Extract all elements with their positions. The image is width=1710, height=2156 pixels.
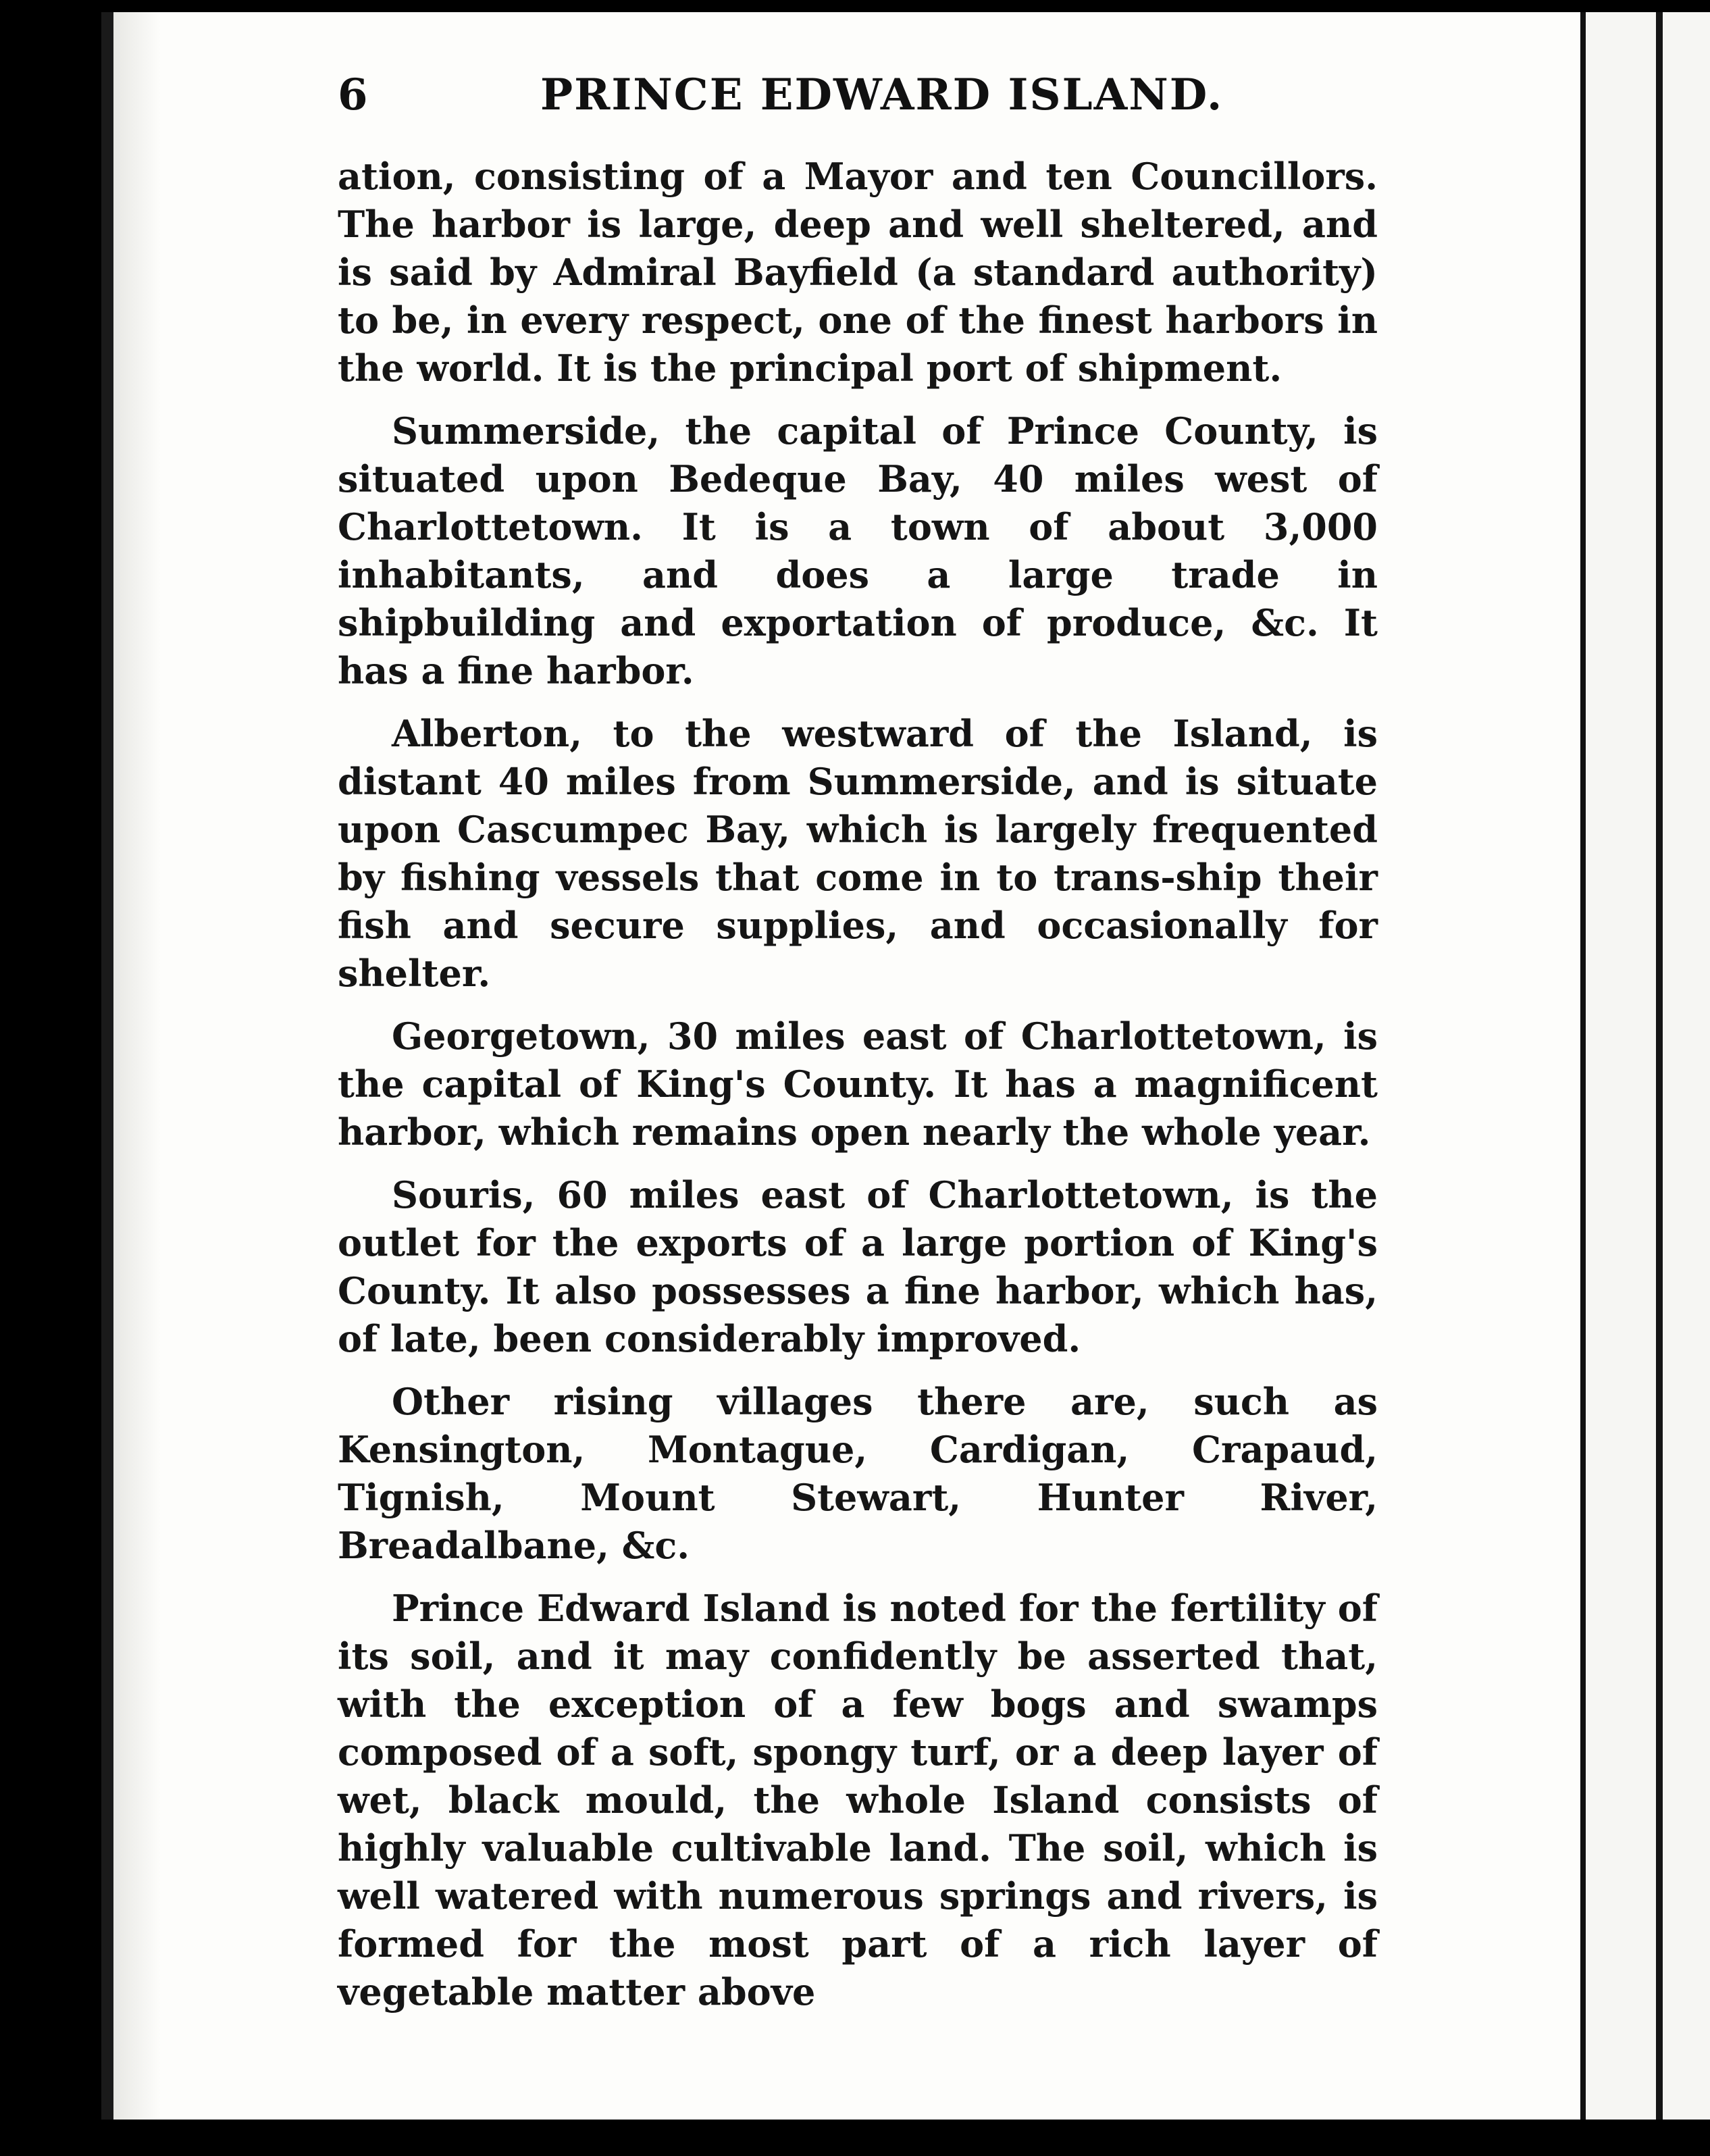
gutter-line [1580, 12, 1586, 2120]
facing-page-edge [1656, 12, 1663, 2120]
paragraph-souris: Souris, 60 miles east of Charlottetown, is the outlet for the exports of a large portion of King's County. It also possesses a fine harbor, which has, of late, been considerably improved. [338, 1173, 1378, 1360]
page-edge-left [113, 12, 161, 2120]
facing-page-strip [1586, 12, 1710, 2120]
page-shadow-left [101, 12, 113, 2120]
running-head: PRINCE EDWARD ISLAND. [540, 70, 1224, 120]
paragraph-alberton: Alberton, to the westward of the Island, is distant 40 miles from Summerside, and is situate upon Cascumpec Bay, which is largely frequented by fishing vessels that come in to trans-ship their fish and secure supplies, and occasionally for shelter. [338, 712, 1378, 995]
page-header [338, 65, 1378, 126]
paragraph-soil: Prince Edward Island is noted for the fertility of its soil, and it may confidently be asserted that, with the exception of a few bogs and swamps composed of a soft, spongy turf, or a deep layer of wet, black mould, the whole Island consists of highly valuable cultivable land. The soil, which is well watered with numerous springs and rivers, is formed for the most part of a rich layer of vegetable matter above [338, 1587, 1378, 2013]
body-text [338, 153, 1378, 2031]
paragraph-villages: Other rising villages there are, such as Kensington, Montague, Cardigan, Crapaud, Tignish, Mount Stewart, Hunter River, Breadalbane, &c. [338, 1380, 1378, 1567]
paragraph-georgetown: Georgetown, 30 miles east of Charlottetown, is the capital of King's County. It has a magnificent harbor, which remains open nearly the whole year. [338, 1015, 1378, 1154]
paragraph-summerside: Summerside, the capital of Prince County, is situated upon Bedeque Bay, 40 miles west of Charlottetown. It is a town of about 3,000 inhabitants, and does a large trade in shipbuilding and exportation of produce, &c. It has a fine harbor. [338, 409, 1378, 692]
scan-border-bottom [0, 2120, 1710, 2156]
paragraph-continuation: ation, consisting of a Mayor and ten Councillors. The harbor is large, deep and well sheltered, and is said by Admiral Bayfield (a standard authority) to be, in every respect, one of the finest harbors in the world. It is the principal port of shipment. [338, 155, 1378, 390]
page-number: 6 [338, 70, 368, 120]
